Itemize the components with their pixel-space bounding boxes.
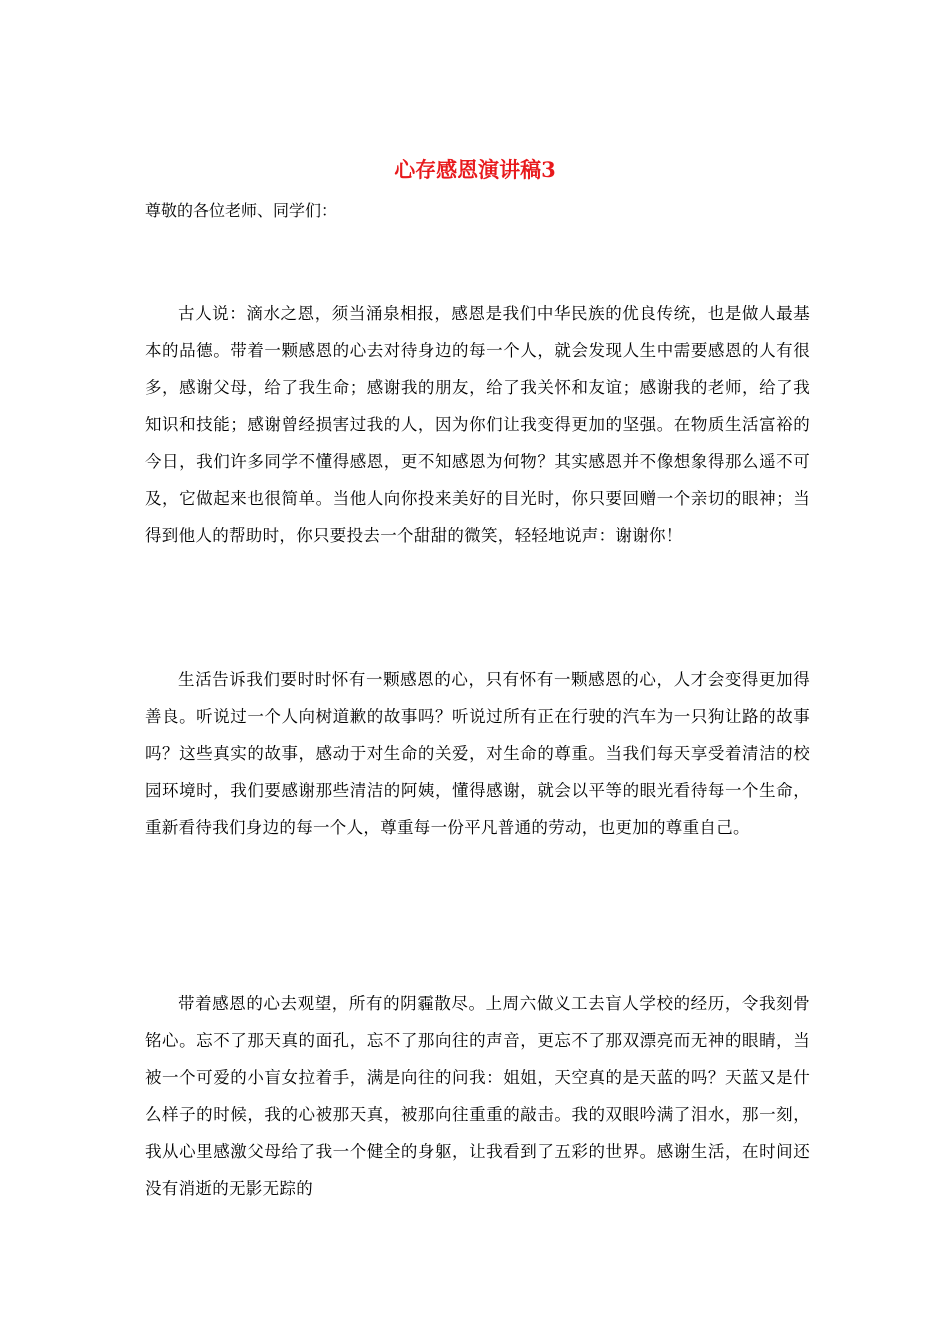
paragraph-3: 带着感恩的心去观望，所有的阴霾散尽。上周六做义工去盲人学校的经历，令我刻骨铭心。忘不了那天真的面孔，忘不了那向往的声音，更忘不了那双漂亮而无神的眼睛，当被一个可爱的小盲女拉着手，满是向往的问我：姐姐，天空真的是天蓝的吗？天蓝又是什么样子的时候，我的心被那天真，被那向往重重的敲击。我的双眼吟满了泪水，那一刻，我从心里感激父母给了我一个健全的身躯，让我看到了五彩的世界。感谢生活，在时间还没有消逝的无影无踪的: [145, 994, 810, 1198]
salutation: 尊敬的各位老师、同学们：: [145, 201, 338, 220]
paragraph-2: 生活告诉我们要时时怀有一颗感恩的心，只有怀有一颗感恩的心，人才会变得更加得善良。听说过一个人向树道歉的故事吗？听说过所有正在行驶的汽车为一只狗让路的故事吗？这些真实的故事，感动于对生命的关爱，对生命的尊重。当我们每天享受着清洁的校园环境时，我们要感谢那些清洁的阿姨，懂得感谢，就会以平等的眼光看待每一个生命，重新看待我们身边的每一个人，尊重每一份平凡普通的劳动，也更加的尊重自己。: [145, 670, 810, 837]
document-title: 心存感恩演讲稿3: [394, 157, 556, 182]
paragraph-1: 古人说：滴水之恩，须当涌泉相报，感恩是我们中华民族的优良传统，也是做人最基本的品德。带着一颗感恩的心去对待身边的每一个人，就会发现人生中需要感恩的人有很多，感谢父母，给了我生命；感谢我的朋友，给了我关怀和友谊；感谢我的老师，给了我知识和技能；感谢曾经损害过我的人，因为你们让我变得更加的坚强。在物质生活富裕的今日，我们许多同学不懂得感恩，更不知感恩为何物？其实感恩并不像想象得那么遥不可及，它做起来也很简单。当他人向你投来美好的目光时，你只要回赠一个亲切的眼神；当得到他人的帮助时，你只要投去一个甜甜的微笑，轻轻地说声：谢谢你！: [145, 304, 810, 545]
